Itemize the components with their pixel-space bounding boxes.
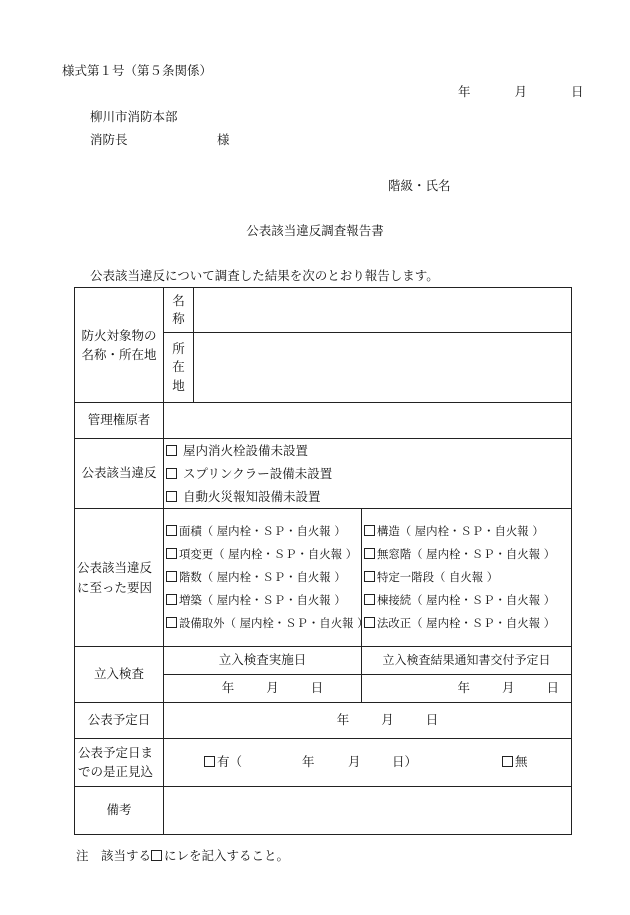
manager-row bbox=[75, 403, 572, 439]
checkbox[interactable] bbox=[364, 525, 375, 536]
violation-label: 公表該当違反 bbox=[75, 439, 164, 509]
checkbox[interactable] bbox=[166, 468, 177, 479]
causes-right-column bbox=[362, 509, 572, 647]
correction-yes-option[interactable]: 有（ bbox=[204, 753, 242, 771]
checkbox[interactable] bbox=[166, 571, 177, 582]
violation-options bbox=[164, 439, 572, 509]
checkbox[interactable] bbox=[166, 594, 177, 605]
date-month-label: 月 bbox=[514, 84, 527, 99]
cause-option[interactable]: 階数（ 屋内栓・ＳＰ・自火報 ） bbox=[164, 566, 361, 589]
form-number: 様式第１号（第５条関係） bbox=[62, 63, 213, 78]
manager-label: 管理権原者 bbox=[75, 403, 164, 439]
date-year-label: 年 bbox=[458, 84, 471, 99]
footnote: 注 該当する にレを記入すること。 bbox=[76, 848, 290, 863]
cause-option[interactable]: 面積（ 屋内栓・ＳＰ・自火報 ） bbox=[164, 520, 361, 543]
target-label-text: 防火対象物の名称・所在地 bbox=[81, 327, 157, 362]
violation-option[interactable]: スプリンクラー設備未設置 bbox=[164, 462, 571, 485]
publish-date-field[interactable]: 年 月 日 bbox=[164, 703, 572, 739]
remarks-label: 備考 bbox=[75, 787, 164, 835]
addressee-honorific: 様 bbox=[217, 132, 230, 147]
target-label bbox=[75, 288, 164, 403]
checkbox[interactable] bbox=[502, 756, 513, 767]
checkbox[interactable] bbox=[166, 617, 177, 628]
checkbox[interactable] bbox=[364, 548, 375, 559]
notice-date-header: 立入検査結果通知書交付予定日 bbox=[362, 647, 572, 675]
checkbox[interactable] bbox=[364, 594, 375, 605]
violation-option[interactable]: 自動火災報知設備未設置 bbox=[164, 485, 571, 508]
intro-text: 公表該当違反について調査した結果を次のとおり報告します。 bbox=[90, 268, 439, 283]
publish-date-label: 公表予定日 bbox=[75, 703, 164, 739]
reporter-rank-name: 階級・氏名 bbox=[388, 178, 451, 193]
cause-option[interactable]: 項変更（ 屋内栓・ＳＰ・自火報 ） bbox=[164, 543, 361, 566]
correction-label: 公表予定日までの是正見込 bbox=[75, 739, 164, 787]
addressee-line bbox=[90, 130, 230, 148]
checkbox[interactable] bbox=[166, 525, 177, 536]
remarks-field[interactable] bbox=[164, 787, 572, 835]
checkbox[interactable] bbox=[204, 756, 215, 767]
cause-option[interactable]: 設備取外（ 屋内栓・ＳＰ・自火報 ） bbox=[164, 612, 361, 635]
cause-option[interactable]: 構造（ 屋内栓・ＳＰ・自火報 ） bbox=[362, 520, 571, 543]
causes-row bbox=[75, 509, 572, 647]
correction-row bbox=[75, 739, 572, 787]
violation-row bbox=[75, 439, 572, 509]
correction-no-option[interactable]: 無 bbox=[502, 753, 528, 771]
violation-option[interactable]: 屋内消火栓設備未設置 bbox=[164, 439, 571, 462]
name-sub-label: 名 称 bbox=[164, 288, 194, 333]
publish-date-row bbox=[75, 703, 572, 739]
target-name-row bbox=[75, 288, 572, 333]
cause-option[interactable]: 特定一階段（ 自火報 ） bbox=[362, 566, 571, 589]
report-table bbox=[74, 287, 572, 835]
addressee-org: 柳川市消防本部 bbox=[90, 109, 178, 124]
cause-option[interactable]: 棟接続（ 屋内栓・ＳＰ・自火報 ） bbox=[362, 589, 571, 612]
checkbox[interactable] bbox=[166, 445, 177, 456]
checkbox[interactable] bbox=[364, 617, 375, 628]
checkbox[interactable] bbox=[166, 548, 177, 559]
manager-field[interactable] bbox=[164, 403, 572, 439]
causes-label: 公表該当違反に至った要因 bbox=[75, 509, 164, 647]
date-day-label: 日 bbox=[570, 84, 584, 99]
cause-option[interactable]: 法改正（ 屋内栓・ＳＰ・自火報 ） bbox=[362, 612, 571, 635]
address-sub-label: 所 在 地 bbox=[164, 333, 194, 403]
cause-option[interactable]: 無窓階（ 屋内栓・ＳＰ・自火報 ） bbox=[362, 543, 571, 566]
target-address-field[interactable] bbox=[194, 333, 572, 403]
document-title: 公表該当違反調査報告書 bbox=[246, 223, 384, 238]
report-date bbox=[458, 82, 583, 100]
cause-option[interactable]: 増築（ 屋内栓・ＳＰ・自火報 ） bbox=[164, 589, 361, 612]
remarks-row bbox=[75, 787, 572, 835]
causes-left-column bbox=[164, 509, 369, 647]
checkbox[interactable] bbox=[364, 571, 375, 582]
inspection-date-field[interactable]: 年 月 日 bbox=[164, 675, 362, 703]
checkbox[interactable] bbox=[166, 491, 177, 502]
notice-date-field[interactable]: 年 月 日 bbox=[362, 675, 572, 703]
inspection-header-row bbox=[75, 647, 572, 675]
inspection-date-header: 立入検査実施日 bbox=[164, 647, 362, 675]
checkbox-symbol bbox=[151, 850, 162, 861]
correction-field: 有（ 年 月 日） 無 bbox=[164, 739, 572, 787]
target-name-field[interactable] bbox=[194, 288, 572, 333]
inspection-label: 立入検査 bbox=[75, 647, 164, 703]
addressee-title: 消防長 bbox=[90, 132, 128, 147]
